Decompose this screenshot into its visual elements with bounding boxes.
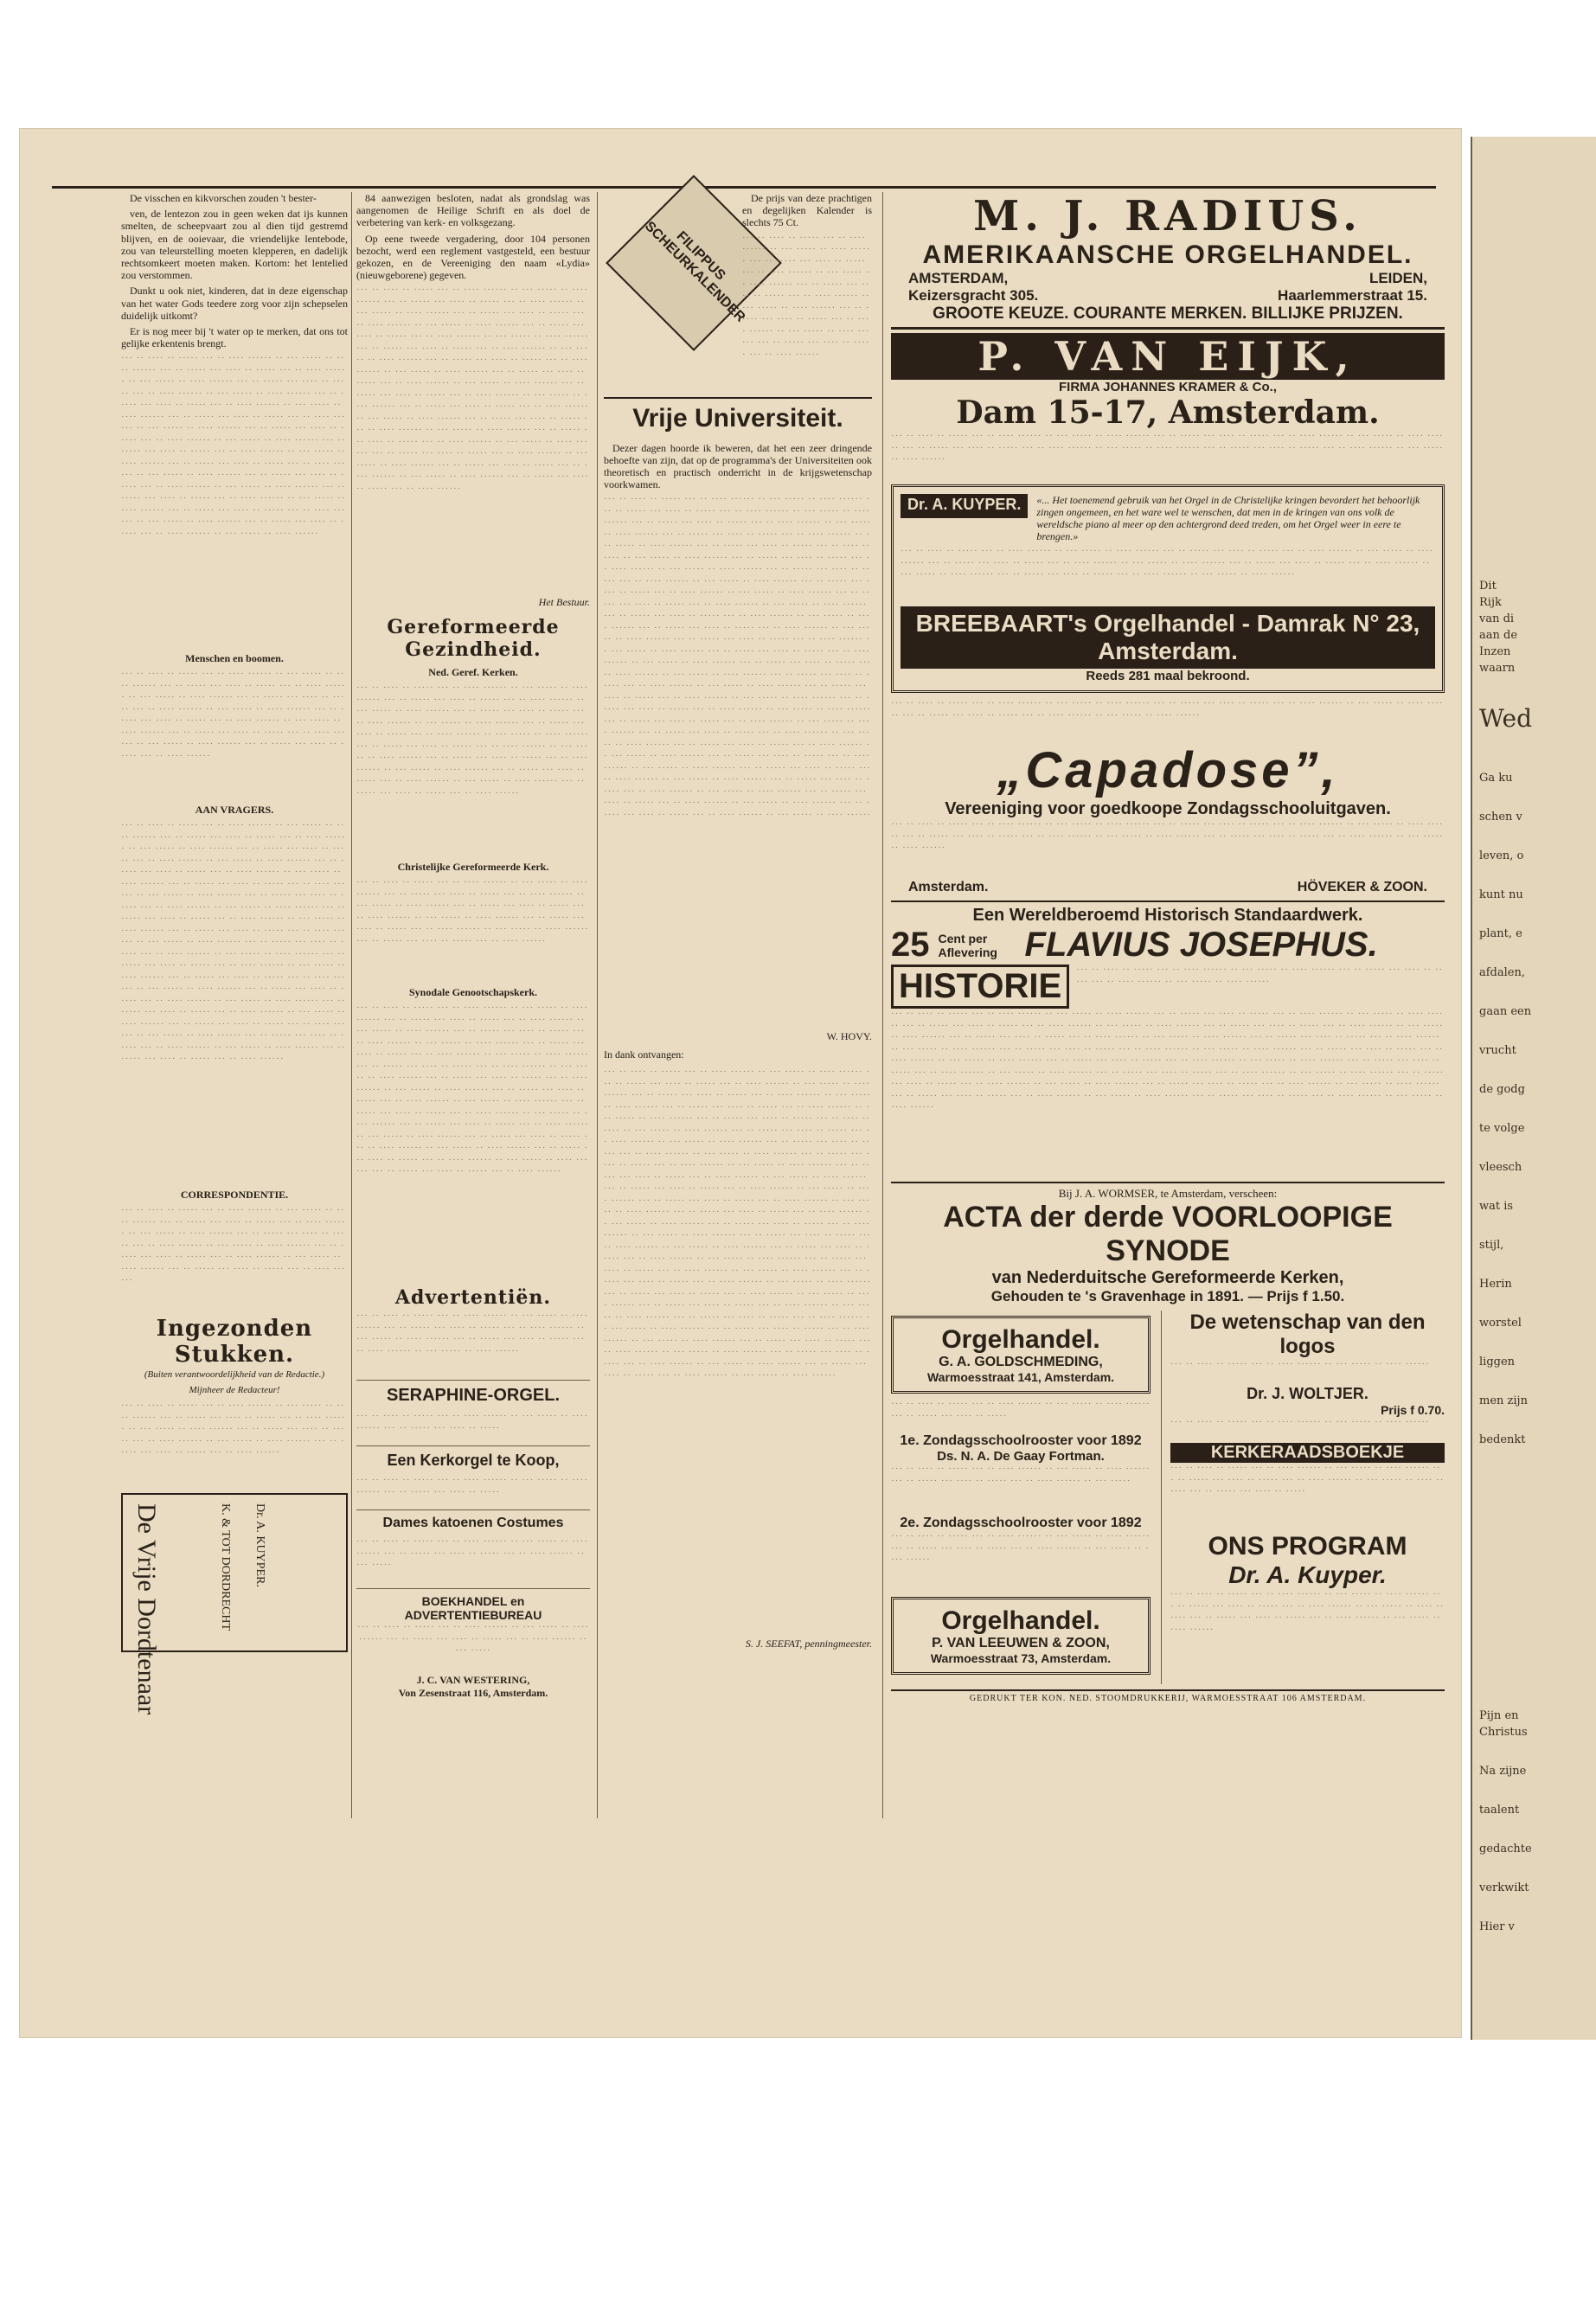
edge-text-fragment: waarn: [1479, 662, 1516, 675]
body-text-texture: ··· ·· ···· ·· ····· ··· ·· ···· ······ ·· ··· ····· ·· ···· ······ ··· ·· ····· ··· ···· ·· ····· ··· ·· ···· ······ ·· ··· ·····: [356, 1536, 588, 1571]
adjacent-page-edge: [1471, 137, 1596, 2040]
edge-text-fragment: stijl,: [1479, 1239, 1504, 1252]
section-subtitle: (Buiten verantwoordelijkheid van de Redactie.): [144, 1369, 325, 1381]
ad-city: Amsterdam.: [908, 880, 989, 894]
body-text-texture: ··· ·· ···· ·· ····· ··· ·· ···· ······ ·· ··· ····· ·· ···· ······ ··· ·· ····· ··· ···· ·· ····· ··· ·· ···· ······ ·· ··· ·····: [357, 1622, 589, 1657]
ad-subtitle: van Nederduitsche Gereformeerde Kerken,: [991, 1268, 1344, 1287]
paragraph: Er is nog meer bij 't water op te merken, dat ons tot gelijke erkentenis brengt.: [121, 325, 348, 350]
body-text-texture: ··· ·· ···· ·· ····· ··· ·· ···· ······ ·· ··· ····· ·· ···· ······ ··· ·· ····· ··· ···· ·· ····· ··· ·· ···· ······ ·· ··· ····· ·· ···· ······ ··· ·· ····· ··· ···· ·· ····· ··· ·· ···· ······ ·· ··· ····· ·· ···· ······ ··· ·· ····· ··· ···· ·· ····· ··· ·· ···· ······: [121, 1400, 346, 1458]
section-title: Ingezonden Stukken.: [156, 1316, 313, 1368]
edge-text-fragment: taalent: [1479, 1804, 1520, 1817]
stamp-label: FILIPPUS SCHEURKALENDER: [641, 219, 748, 325]
ad-headline: Orgelhandel.: [941, 1606, 1100, 1635]
advertisement: [356, 1509, 590, 1536]
ad-slogan: GROOTE KEUZE. COURANTE MERKEN. BILLIJKE PRIJZEN.: [891, 304, 1445, 330]
column-rule: [882, 192, 883, 1818]
section-title: Advertentiën.: [394, 1286, 552, 1310]
advertisement: [356, 1445, 590, 1475]
ad-headline: KERKERAADSBOEKJE: [1170, 1443, 1445, 1463]
section-heading: Christelijke Gereformeerde Kerk.: [397, 861, 549, 874]
edge-text-fragment: wat is: [1479, 1200, 1514, 1213]
ad-city: AMSTERDAM,: [908, 270, 1009, 286]
ad-headline: ACTA der derde VOORLOOPIGE SYNODE: [943, 1201, 1393, 1267]
edge-text-fragment: plant, e: [1479, 927, 1522, 940]
edge-text-fragment: bedenkt: [1479, 1433, 1526, 1446]
body-text-texture: ··· ·· ···· ·· ····· ··· ·· ···· ······ ·· ··· ····· ·· ···· ······: [1170, 1359, 1430, 1369]
ad-subtitle: FIRMA JOHANNES KRAMER & Co.,: [1059, 380, 1277, 394]
body-text-texture: ··· ·· ···· ·· ····· ··· ·· ···· ······ ·· ··· ····· ·· ···· ······ ··· ·· ····· ··· ···· ·· ····· ··· ·· ···· ······ ·· ··· ····· ·· ···· ······ ··· ·· ····· ··· ···· ·· ····· ··· ·· ···· ······ ·· ··· ····· ·· ···· ······ ··· ·· ····· ··· ···· ·· ····· ··· ·· ···· ······ ·· ··· ····· ·· ···· ······ ··· ·· ····· ··· ···· ·· ····· ··· ·· ···· ······: [356, 877, 589, 946]
ad-title: SERAPHINE-ORGEL.: [386, 1386, 561, 1406]
body-text-texture: ··· ·· ···· ·· ····· ··· ·· ···· ······ ·· ··· ····· ·· ···· ······ ··· ·· ····· ··· ···· ·· ····· ··· ·· ···· ······ ·· ··· ····· ·· ···· ······ ··· ·· ····· ··· ···· ·· ····· ··· ·· ···· ······ ·· ··· ····· ·· ···· ······ ··· ·· ····· ··· ···· ·· ····· ··· ·· ···· ······ ·· ··· ····· ·· ···· ······ ··· ·· ····· ··· ···· ·· ····· ··· ·· ···· ······ ·· ··· ····· ·· ···· ······ ··· ·· ····· ··· ···· ·· ····· ··· ·· ···· ······ ·· ··· ····· ·· ···· ······ ··· ·· ····· ··· ···· ·· ····· ··· ·· ···· ······ ·· ··· ····· ·· ···· ······ ··· ·· ····· ··· ···· ·· ····· ··· ·· ···· ······ ·· ··· ····· ·· ···· ······ ··· ·· ····· ··· ···· ·· ····· ··· ·· ···· ······ ·· ··· ····· ·· ···· ······ ··· ·· ····· ··· ···· ·· ····· ··· ·· ···· ······ ·· ··· ····· ·· ···· ······ ··· ·· ····· ··· ···· ·· ····· ··· ·· ···· ······ ·· ··· ····· ·· ···· ······ ··· ·· ····· ··· ···· ·· ····· ··· ·· ···· ······ ·· ··· ····· ·· ···· ······ ··· ·· ····· ··· ···· ·· ····· ··· ·· ···· ······ ·· ··· ····· ·· ···· ······ ··· ·· ····· ··· ···· ·· ····· ··· ·· ···· ······: [356, 285, 589, 494]
salutation: Mijnheer de Redacteur!: [189, 1385, 280, 1396]
column-4: [891, 192, 1445, 1810]
edge-text-fragment: Pijn en: [1479, 1709, 1519, 1722]
section-heading: Menschen en boomen.: [185, 652, 284, 665]
edge-text-fragment: worstel: [1479, 1317, 1522, 1330]
body-text-texture: ··· ·· ···· ·· ····· ··· ·· ···· ······ ·· ··· ····· ·· ···· ······ ··· ·· ····· ··· ···· ·· ····· ··· ·· ···· ······ ·· ··· ····· ·· ···· ······ ··· ·· ····· ··· ···· ·· ····· ··· ·· ···· ······ ·· ··· ····· ·· ···· ······ ··· ·· ····· ··· ···· ·· ····· ··· ·· ···· ······ ·· ··· ····· ·· ···· ······ ··· ·· ····· ··· ···· ·· ····· ··· ·· ···· ······ ·· ··· ····· ·· ···· ······ ··· ·· ····· ··· ···· ·· ····· ··· ·· ···· ······ ·· ··· ····· ·· ···· ······ ··· ·· ····· ··· ···· ·· ····· ··· ·· ···· ······ ·· ··· ····· ·· ···· ······ ··· ·· ····· ··· ···· ·· ····· ··· ·· ···· ······: [356, 683, 589, 798]
body-text-texture: ··· ·· ···· ·· ····· ··· ·· ···· ······ ·· ··· ····· ·· ···· ······: [1170, 1417, 1430, 1427]
edge-text-fragment: aan de: [1479, 629, 1518, 642]
ad-intro: Bij J. A. WORMSER, te Amsterdam, verscheen:: [891, 1182, 1445, 1201]
ad-subtitle: Vereeniging voor goedkoope Zondagsschooluitgaven.: [945, 799, 1391, 818]
body-text-texture: ··· ·· ···· ·· ····· ··· ·· ···· ······ ·· ··· ····· ·· ···· ······ ··· ·· ····· ··· ···· ·· ····· ··· ·· ···· ······ ·· ··· ·····: [891, 1464, 1151, 1486]
edge-text-fragment: Rijk: [1479, 596, 1502, 609]
ad-price-unit: Cent per Aflevering: [938, 931, 997, 959]
edge-text-fragment: Hier v: [1479, 1920, 1515, 1933]
ad-headline: Dam 15-17, Amsterdam.: [956, 394, 1380, 431]
signature: S. J. SEEFAT, penningmeester.: [745, 1638, 872, 1650]
body-text-texture: ··· ·· ···· ·· ····· ··· ·· ···· ······ ·· ··· ····· ·· ···· ······ ··· ·· ····· ··· ···· ·· ····· ··· ·· ···· ······ ·· ··· ····· ·· ···· ······ ··· ·· ····· ··· ···· ·· ····· ··· ·· ···· ······ ·· ··· ····· ·· ···· ······ ··· ·· ····· ··· ···· ·· ····· ··· ·· ···· ······ ·· ··· ····· ·· ···· ······ ··· ·· ····· ··· ···· ·· ····· ··· ·· ···· ······: [742, 232, 871, 360]
ad-address: Keizersgracht 305.: [908, 287, 1039, 304]
body-text-texture: ··· ·· ···· ·· ····· ··· ·· ···· ······ ·· ··· ····· ·· ···· ······ ··· ·· ····· ··· ···· ·· ·····: [891, 1399, 1151, 1421]
ad-title: BOEKHANDEL en ADVERTENTIEBUREAU: [404, 1594, 542, 1623]
paragraph: Dezer dagen hoorde ik beweren, dat het een zeer dringende behoefte van zijn, dat op de programma's der Universiteiten ook theoretisch en practisch onderricht in de krijgswetenschap voorkwamen.: [604, 441, 872, 491]
vertical-masthead: De Vrije Dordtenaar: [132, 1503, 161, 1715]
subscription-notice: [121, 1493, 348, 1715]
section-heading: Synodale Genootschapskerk.: [408, 986, 538, 999]
body-text-texture: ··· ·· ···· ·· ····· ··· ·· ···· ······ ·· ··· ····· ·· ···· ······ ··· ·· ····· ··· ···· ·· ····· ··· ·· ···· ······ ·· ··· ····· ·· ···· ······ ··· ·· ····· ··· ···· ·· ····· ··· ·· ···· ······ ·· ··· ····· ·· ···· ······ ··· ·· ····· ··· ···· ·· ····· ··· ·· ···· ······ ·· ··· ····· ·· ···· ······ ··· ·· ····· ··· ···· ·· ····· ··· ·· ···· ······ ·· ··· ····· ·· ···· ······: [901, 546, 1434, 580]
edge-text-fragment: liggen: [1479, 1356, 1516, 1368]
edge-text-fragment: van di: [1479, 612, 1515, 625]
section-heading: AAN VRAGERS.: [195, 804, 274, 817]
ad-address: Von Zesenstraat 116, Amsterdam.: [398, 1687, 548, 1700]
top-rule: [52, 186, 1436, 189]
edge-text-fragment: Wed: [1479, 704, 1532, 733]
edge-text-fragment: vleesch: [1479, 1161, 1522, 1174]
text-line: 84 aanwezigen besloten, nadat als grondslag was aangenomen de Heilige Schrift en als doel de verbetering van kerk- en volksgezang.: [356, 192, 590, 229]
ad-price: Prijs f 0.70.: [1381, 1403, 1445, 1417]
section-subheading: In dank ontvangen:: [604, 1048, 684, 1061]
edge-text-fragment: te volge: [1479, 1122, 1525, 1135]
ad-headline: M. J. RADIUS.: [973, 192, 1362, 240]
edge-text-fragment: kunt nu: [1479, 888, 1523, 901]
ad-subtitle: Reeds 281 maal bekroond.: [1086, 669, 1250, 683]
edge-text-fragment: Inzen: [1479, 645, 1511, 658]
edge-text-fragment: Ga ku: [1479, 772, 1513, 785]
edge-text-fragment: Dit: [1479, 580, 1497, 593]
ad-name: J. C. VAN WESTERING,: [416, 1674, 530, 1687]
paragraph: ven, de lentezon zou in geen weken dat ijs kunnen smelten, de scheepvaart zou al dien tijd gestremd blijven, en de ooievaar, die vriendelijke lentebode, zou van teleurstelling moeten klepperen, en dadelijk rechtsomkeert moeten maken. Kortom: het lentelied zou verstommen.: [121, 208, 348, 282]
section-heading: Ned. Geref. Kerken.: [428, 666, 518, 679]
body-text-texture: ··· ·· ···· ·· ····· ··· ·· ···· ······ ·· ··· ····· ·· ···· ······ ··· ·· ····· ··· ···· ·· ····· ··· ·· ···· ······ ·· ··· ····· ·· ···· ······ ··· ·· ····· ··· ···· ·· ····· ··· ·· ···· ······ ·· ··· ····· ·· ···· ······: [356, 1311, 588, 1356]
section-title: Gereformeerde Gezindheid.: [387, 616, 560, 662]
body-text-texture: ··· ·· ···· ·· ····· ··· ·· ···· ······ ·· ··· ····· ·· ···· ······ ··· ·· ····· ··· ···· ·· ····· ··· ·· ···· ······ ·· ··· ····· ·· ···· ······ ··· ·· ····· ··· ···· ·· ····· ··· ·· ···· ······ ·· ··· ····· ·· ···· ······ ··· ·· ····· ··· ···· ·· ····· ··· ·· ···· ······ ·· ··· ····· ·· ···· ······ ··· ·· ····· ··· ···· ·· ····· ··· ·· ···· ······ ·· ··· ····· ·· ···· ······ ··· ·· ····· ··· ···· ·· ····· ··· ·· ···· ······ ·· ··· ····· ·· ···· ······ ··· ·· ····· ··· ···· ·· ····· ··· ·· ···· ······ ·· ··· ····· ·· ···· ······ ··· ·· ····· ··· ···· ·· ····· ··· ·· ···· ······ ·· ··· ····· ·· ···· ······ ··· ·· ····· ··· ···· ·· ····· ··· ·· ···· ······ ·· ··· ····· ·· ···· ······ ··· ·· ····· ··· ···· ·· ····· ··· ·· ···· ······ ·· ··· ····· ·· ···· ······ ··· ·· ····· ··· ···· ·· ····· ··· ·· ···· ······ ·· ··· ····· ·· ···· ······ ··· ·· ····· ··· ···· ·· ····· ··· ·· ···· ······ ·· ··· ····· ·· ···· ······ ··· ·· ····· ··· ···· ·· ····· ··· ·· ···· ······ ·· ··· ····· ·· ···· ······ ··· ·· ····· ··· ···· ·· ····· ··· ·· ···· ······ ·· ··· ····· ·· ···· ······ ··· ·· ····· ··· ···· ·· ····· ··· ·· ···· ······ ·· ··· ····· ·· ···· ······ ··· ·· ····· ··· ···· ·· ····· ··· ·· ···· ······ ·· ··· ····· ·· ···· ······ ··· ·· ····· ··· ···· ·· ····· ··· ·· ···· ······ ·· ··· ····· ·· ···· ······ ··· ·· ····· ··· ···· ·· ····· ··· ·· ···· ······ ·· ··· ····· ·· ···· ······ ··· ·· ····· ··· ···· ·· ····· ··· ·· ···· ······ ·· ··· ····· ·· ···· ······ ··· ·· ····· ··· ···· ·· ····· ··· ·· ···· ······ ·· ··· ····· ·· ···· ······ ··· ·· ····· ··· ···· ·· ····· ··· ·· ···· ······ ·· ··· ····· ·· ···· ······ ··· ·· ····· ··· ···· ·· ····· ··· ·· ···· ······ ·· ··· ····· ·· ···· ······ ··· ·· ····· ··· ···· ·· ····· ··· ·· ···· ······ ·· ··· ····· ·· ···· ······ ··· ·· ····· ··· ···· ·· ····· ··· ·· ···· ······ ·· ··· ····· ·· ···· ······: [604, 1067, 871, 1381]
body-text-texture: ··· ·· ···· ·· ····· ··· ·· ···· ······ ·· ··· ····· ·· ···· ······ ··· ·· ····· ··· ···· ·· ····· ··· ·· ···· ······ ·· ··· ····· ·· ···· ······ ··· ·· ····· ··· ···· ·· ····· ··· ·· ···· ······ ·· ··· ····· ·· ···· ······ ··· ·· ····· ··· ···· ·· ····· ··· ·· ···· ······ ·· ··· ····· ·· ···· ······ ··· ·· ····· ··· ···· ·· ····· ··· ·· ···· ······ ·· ··· ····· ·· ···· ······ ··· ·· ····· ··· ···· ·· ····· ··· ·· ···· ······ ·· ··· ····· ·· ···· ······ ··· ·· ····· ··· ···· ·· ····· ··· ·· ···· ······ ·· ··· ····· ·· ···· ······ ··· ·· ····· ··· ···· ·· ····· ··· ·· ···· ······ ·· ··· ····· ·· ···· ······ ··· ·· ····· ··· ···· ·· ····· ··· ·· ···· ······ ·· ··· ····· ·· ···· ······ ··· ·· ····· ··· ···· ·· ····· ··· ·· ···· ······ ·· ··· ····· ·· ···· ······ ··· ·· ····· ··· ···· ·· ····· ··· ·· ···· ······ ·· ··· ····· ·· ···· ······ ··· ·· ····· ··· ···· ·· ····· ··· ·· ···· ······ ·· ··· ····· ·· ···· ······ ··· ·· ····· ··· ···· ·· ····· ··· ·· ···· ······ ·· ··· ····· ·· ···· ······ ··· ·· ····· ··· ···· ·· ····· ··· ·· ···· ······ ·· ··· ····· ·· ···· ······ ··· ·· ····· ··· ···· ·· ····· ··· ·· ···· ······ ·· ··· ····· ·· ···· ······: [891, 1009, 1445, 1112]
printer-imprint: GEDRUKT TER KON. NED. STOOMDRUKKERIJ, WARMOESSTRAAT 106 AMSTERDAM.: [891, 1689, 1445, 1703]
ad-headline: „Capadose”,: [997, 742, 1339, 798]
signature: Het Bestuur.: [538, 596, 590, 609]
body-text-texture: ··· ·· ···· ·· ····· ··· ·· ···· ······ ·· ··· ····· ·· ···· ······ ··· ·· ····· ··· ···· ·· ····· ··· ·· ···· ······ ·· ··· ····· ·· ···· ······ ··· ·· ····· ··· ···· ·· ····· ··· ·· ···· ······ ·· ··· ····· ·· ···· ······ ··· ·· ····· ··· ···· ·· ····· ··· ·· ···· ······ ·· ··· ····· ·· ···· ······ ··· ·· ····· ··· ···· ·· ····· ··· ·· ···· ······: [121, 1205, 346, 1286]
ad-title: Dames katoenen Costumes: [382, 1516, 564, 1531]
vertical-text: Dr. A. KUYPER.: [253, 1503, 266, 1588]
vertical-text: K. & TOT DORDRECHT: [219, 1503, 232, 1631]
body-text-texture: ··· ·· ···· ·· ····· ··· ·· ···· ······ ·· ··· ····· ·· ···· ······ ··· ·· ····· ··· ···· ·· ·····: [356, 1411, 588, 1433]
body-text-texture: ··· ·· ···· ·· ····· ··· ·· ···· ······ ·· ··· ····· ·· ···· ······ ··· ·· ····· ··· ···· ·· ····· ··· ·· ···· ······ ·· ··· ····· ·· ···· ······ ··· ·· ····· ··· ···· ·· ····· ··· ·· ···· ······ ·· ··· ····· ·· ···· ······ ··· ·· ····· ··· ···· ·· ····· ··· ·· ···· ······ ·· ··· ····· ·· ···· ······: [891, 819, 1444, 853]
edge-text-fragment: men zijn: [1479, 1394, 1528, 1407]
ad-headline: HISTORIE: [891, 965, 1069, 1009]
edge-text-fragment: Christus: [1479, 1726, 1528, 1739]
edge-text-fragment: gaan een: [1479, 1005, 1532, 1018]
body-text-texture: ··· ·· ···· ·· ····· ··· ·· ···· ······ ·· ··· ····· ·· ···· ······ ··· ·· ····· ··· ···· ·· ····· ··· ·· ···· ······ ·· ··· ····· ·· ···· ······ ··· ·· ····· ··· ···· ·· ····· ··· ·· ···· ······ ·· ··· ····· ·· ···· ······ ··· ·· ····· ··· ···· ·· ····· ··· ·· ···· ······ ·· ··· ····· ·· ···· ······ ··· ·· ····· ··· ···· ·· ····· ··· ·· ···· ······ ·· ··· ····· ·· ···· ······ ··· ·· ····· ··· ···· ·· ····· ··· ·· ···· ······ ·· ··· ····· ·· ···· ······ ··· ·· ····· ··· ···· ·· ····· ··· ·· ···· ······ ·· ··· ····· ·· ···· ······ ··· ·· ····· ··· ···· ·· ····· ··· ·· ···· ······ ·· ··· ····· ·· ···· ······ ··· ·· ····· ··· ···· ·· ····· ··· ·· ···· ······ ·· ··· ····· ·· ···· ······ ··· ·· ····· ··· ···· ·· ····· ··· ·· ···· ······ ·· ··· ····· ·· ···· ······ ··· ·· ····· ··· ···· ·· ····· ··· ·· ···· ······ ·· ··· ····· ·· ···· ······ ··· ·· ····· ··· ···· ·· ····· ··· ·· ···· ······ ·· ··· ····· ·· ···· ······ ··· ·· ····· ··· ···· ·· ····· ··· ·· ···· ······ ·· ··· ····· ·· ···· ······ ··· ·· ····· ··· ···· ·· ····· ··· ·· ···· ······ ·· ··· ····· ·· ···· ······ ··· ·· ····· ··· ···· ·· ····· ··· ·· ···· ······ ·· ··· ····· ·· ···· ······ ··· ·· ····· ··· ···· ·· ····· ··· ·· ···· ······ ·· ··· ····· ·· ···· ······ ··· ·· ····· ··· ···· ·· ····· ··· ·· ···· ······ ·· ··· ····· ·· ···· ······ ··· ·· ····· ··· ···· ·· ····· ··· ·· ···· ······ ·· ··· ····· ·· ···· ······ ··· ·· ····· ··· ···· ·· ····· ··· ·· ···· ······ ·· ··· ····· ·· ···· ······ ··· ·· ····· ··· ···· ·· ····· ··· ·· ···· ······ ·· ··· ····· ·· ···· ······ ··· ·· ····· ··· ···· ·· ····· ··· ·· ···· ······ ·· ··· ····· ·· ···· ······ ··· ·· ····· ··· ···· ·· ····· ··· ·· ···· ······ ·· ··· ····· ·· ···· ······ ··· ·· ····· ··· ···· ·· ····· ··· ·· ···· ······ ·· ··· ····· ·· ···· ······ ··· ·· ····· ··· ···· ·· ····· ··· ·· ···· ······ ·· ··· ····· ·· ···· ······ ··· ·· ····· ··· ···· ·· ····· ··· ·· ···· ······ ·· ··· ····· ·· ···· ······: [604, 494, 871, 820]
body-text-texture: ··· ·· ···· ·· ····· ··· ·· ···· ······ ·· ··· ····· ·· ···· ······ ··· ·· ····· ··· ···· ·· ····· ··· ·· ···· ······ ·· ··· ····· ·· ···· ······ ··· ·· ····· ··· ···· ·· ····· ··· ·· ···· ······ ·· ··· ····· ·· ···· ······: [1170, 1589, 1445, 1635]
ad-author: Dr. J. WOLTJER.: [1247, 1385, 1368, 1402]
section-title: Vrije Universiteit.: [604, 397, 872, 433]
body-text-texture: ··· ·· ···· ·· ····· ··· ·· ···· ······ ·· ··· ····· ·· ···· ······ ··· ·· ····· ··· ···· ·· ····· ··· ·· ···· ······ ·· ··· ····· ·· ···· ······: [891, 1531, 1151, 1565]
ad-headline: 1e. Zondagsschoolrooster voor 1892: [900, 1433, 1142, 1448]
edge-text-fragment: de godg: [1479, 1083, 1525, 1096]
edge-text-fragment: afdalen,: [1479, 966, 1525, 979]
ad-author: Ds. N. A. De Gaay Fortman.: [937, 1449, 1105, 1464]
body-text-texture: ··· ·· ···· ·· ····· ··· ·· ···· ······ ·· ··· ····· ·· ···· ······ ··· ·· ····· ··· ···· ·· ·····: [356, 1475, 588, 1497]
ad-address: Warmoesstraat 73, Amsterdam.: [930, 1651, 1112, 1665]
body-text-texture: ··· ·· ···· ·· ····· ··· ·· ···· ······ ·· ··· ····· ·· ···· ······ ··· ·· ····· ··· ···· ·· ····· ··· ·· ···· ······ ·· ··· ····· ·· ···· ······ ··· ·· ····· ··· ···· ·· ····· ··· ·· ···· ······ ·· ··· ····· ·· ···· ······ ··· ·· ····· ··· ···· ·· ····· ··· ·· ···· ······ ·· ··· ····· ·· ···· ······ ··· ·· ····· ··· ···· ·· ····· ··· ·· ···· ······ ·· ··· ····· ·· ···· ······ ··· ·· ····· ··· ···· ·· ····· ··· ·· ···· ······ ·· ··· ····· ·· ···· ······ ··· ·· ····· ··· ···· ·· ····· ··· ·· ···· ······ ·· ··· ····· ·· ···· ······ ··· ·· ····· ··· ···· ·· ····· ··· ·· ···· ······ ·· ··· ····· ·· ···· ······ ··· ·· ····· ··· ···· ·· ····· ··· ·· ···· ······ ·· ··· ····· ·· ···· ······ ··· ·· ····· ··· ···· ·· ····· ··· ·· ···· ······ ·· ··· ····· ·· ···· ······ ··· ·· ····· ··· ···· ·· ····· ··· ·· ···· ······ ·· ··· ····· ·· ···· ······ ··· ·· ····· ··· ···· ·· ····· ··· ·· ···· ······: [356, 1003, 589, 1177]
paragraph: Dunkt u ook niet, kinderen, dat in deze eigenschap van het water Gods teedere zorg voor zijn schepselen duidelijk uitkomt?: [121, 285, 348, 322]
ad-author: Dr. A. Kuyper.: [1228, 1561, 1387, 1588]
body-text-texture: ··· ·· ···· ·· ····· ··· ·· ···· ······ ·· ··· ····· ·· ···· ······ ··· ·· ····· ··· ···· ·· ····· ··· ·· ···· ······ ·· ··· ····· ·· ···· ······ ··· ·· ····· ··· ···· ·· ····· ··· ·· ···· ······ ·· ··· ····· ·· ···· ······ ··· ·· ····· ··· ···· ·· ····· ··· ·· ···· ······ ·· ··· ····· ·· ···· ······ ··· ·· ····· ··· ···· ·· ····· ··· ·· ···· ······ ·· ··· ····· ·· ···· ······ ··· ·· ····· ··· ···· ·· ····· ··· ·· ···· ······: [121, 669, 346, 761]
ad-headline: De wetenschap van den logos: [1189, 1311, 1426, 1358]
signature: W. HOVY.: [826, 1030, 872, 1043]
ad-quote: «... Het toenemend gebruik van het Orgel in de Christelijke kringen bevordert het behoorlijk zingen ongemeen, en het ware wel te wenschen, dat men in de kringen van ons volk de wereldsche piano al meer op den achtergrond deed treden, om het Orgel weer in eere te brengen.»: [1036, 494, 1420, 542]
body-text-texture: ··· ·· ···· ·· ····· ··· ·· ···· ······ ·· ··· ····· ·· ···· ······ ··· ·· ····· ··· ···· ·· ····· ··· ·· ···· ······ ·· ··· ····· ·· ···· ······ ··· ·· ····· ··· ···· ·· ·····: [1170, 1463, 1445, 1497]
column-rule: [597, 192, 598, 1818]
edge-text-fragment: schen v: [1479, 811, 1522, 824]
body-text-texture: ··· ·· ···· ·· ····· ··· ·· ···· ······ ·· ··· ····· ·· ···· ······ ··· ·· ····· ··· ···· ·· ····· ··· ·· ···· ······ ·· ··· ····· ·· ···· ······: [1076, 965, 1444, 987]
advertisement: [356, 1380, 590, 1411]
column-rule: [351, 192, 352, 1818]
body-text-texture: ··· ·· ···· ·· ····· ··· ·· ···· ······ ·· ··· ····· ·· ···· ······ ··· ·· ····· ··· ···· ·· ····· ··· ·· ···· ······ ·· ··· ····· ·· ···· ······ ··· ·· ····· ··· ···· ·· ····· ··· ·· ···· ······ ·· ··· ····· ·· ···· ······: [891, 698, 1444, 721]
ad-name: G. A. GOLDSCHMEDING,: [939, 1355, 1103, 1369]
ad-price: 25: [891, 926, 930, 964]
ad-headline: 2e. Zondagsschoolrooster voor 1892: [900, 1516, 1142, 1530]
edge-text-fragment: vrucht: [1479, 1044, 1516, 1057]
ad-headline: Een Wereldberoemd Historisch Standaardwerk.: [891, 901, 1445, 926]
ad-headline: FLAVIUS JOSEPHUS.: [1024, 926, 1378, 964]
ad-publisher: HÖVEKER & ZOON.: [1297, 880, 1427, 894]
section-heading: CORRESPONDENTIE.: [180, 1189, 289, 1202]
body-text-texture: ··· ·· ···· ·· ····· ··· ·· ···· ······ ·· ··· ····· ·· ···· ······ ··· ·· ····· ··· ···· ·· ····· ··· ·· ···· ······ ·· ··· ····· ·· ···· ······ ··· ·· ····· ··· ···· ·· ····· ··· ·· ···· ······ ·· ··· ····· ·· ···· ······ ··· ·· ····· ··· ···· ·· ····· ··· ·· ···· ······ ·· ··· ····· ·· ···· ······ ··· ·· ····· ··· ···· ·· ····· ··· ·· ···· ······ ·· ··· ····· ·· ···· ······ ··· ·· ····· ··· ···· ·· ····· ··· ·· ···· ······ ·· ··· ····· ·· ···· ······ ··· ·· ····· ··· ···· ·· ····· ··· ·· ···· ······ ·· ··· ····· ·· ···· ······ ··· ·· ····· ··· ···· ·· ····· ··· ·· ···· ······ ·· ··· ····· ·· ···· ······ ··· ·· ····· ··· ···· ·· ····· ··· ·· ···· ······ ·· ··· ····· ·· ···· ······ ··· ·· ····· ··· ···· ·· ····· ··· ·· ···· ······ ·· ··· ····· ·· ···· ······ ··· ·· ····· ··· ···· ·· ····· ··· ·· ···· ······ ·· ··· ····· ·· ···· ······ ··· ·· ····· ··· ···· ·· ····· ··· ·· ···· ······ ·· ··· ····· ·· ···· ······ ··· ·· ····· ··· ···· ·· ····· ··· ·· ···· ······ ·· ··· ····· ·· ···· ······ ··· ·· ····· ··· ···· ·· ····· ··· ·· ···· ······ ·· ··· ····· ·· ···· ······ ··· ·· ····· ··· ···· ·· ····· ··· ·· ···· ······ ·· ··· ····· ·· ···· ······ ··· ·· ····· ··· ···· ·· ····· ··· ·· ···· ······: [121, 820, 346, 1065]
ad-headline: Orgelhandel.: [941, 1325, 1100, 1354]
orgel-advertisement: [891, 484, 1445, 693]
body-text-texture: ··· ·· ···· ·· ····· ··· ·· ···· ······ ·· ··· ····· ·· ···· ······ ··· ·· ····· ··· ···· ·· ····· ··· ·· ···· ······ ·· ··· ····· ·· ···· ······ ··· ·· ····· ··· ···· ·· ····· ··· ·· ···· ······ ·· ··· ····· ·· ···· ······ ··· ·· ····· ··· ···· ·· ····· ··· ·· ···· ······ ·· ··· ····· ·· ···· ······: [891, 431, 1444, 465]
edge-text-fragment: gedachte: [1479, 1843, 1532, 1856]
ad-address: Warmoesstraat 141, Amsterdam.: [926, 1370, 1115, 1384]
ad-headline: AMERIKAANSCHE ORGELHANDEL.: [922, 240, 1413, 269]
body-text-texture: ··· ·· ···· ·· ····· ··· ·· ···· ······ ·· ··· ····· ·· ···· ······ ··· ·· ····· ··· ···· ·· ····· ··· ·· ···· ······ ·· ··· ····· ·· ···· ······ ··· ·· ····· ··· ···· ·· ····· ··· ·· ···· ······ ·· ··· ····· ·· ···· ······ ··· ·· ····· ··· ···· ·· ····· ··· ·· ···· ······ ·· ··· ····· ·· ···· ······ ··· ·· ····· ··· ···· ·· ····· ··· ·· ···· ······ ·· ··· ····· ·· ···· ······ ··· ·· ····· ··· ···· ·· ····· ··· ·· ···· ······ ·· ··· ····· ·· ···· ······ ··· ·· ····· ··· ···· ·· ····· ··· ·· ···· ······ ·· ··· ····· ·· ···· ······ ··· ·· ····· ··· ···· ·· ····· ··· ·· ···· ······ ·· ··· ····· ·· ···· ······ ··· ·· ····· ··· ···· ·· ····· ··· ·· ···· ······ ·· ··· ····· ·· ···· ······ ··· ·· ····· ··· ···· ·· ····· ··· ·· ···· ······ ·· ··· ····· ·· ···· ······ ··· ·· ····· ··· ···· ·· ····· ··· ·· ···· ······ ·· ··· ····· ·· ···· ······ ··· ·· ····· ··· ···· ·· ····· ··· ·· ···· ······ ·· ··· ····· ·· ···· ······: [121, 353, 346, 539]
text-line: De visschen en kikvorschen zouden 't bester-: [130, 192, 317, 204]
ad-headline: BREEBAART's Orgelhandel - Damrak N° 23, Amsterdam.: [901, 606, 1435, 669]
paragraph: De prijs van deze prachtigen en degelijken Kalender is slechts 75 Ct.: [742, 192, 872, 229]
edge-text-fragment: Na zijne: [1479, 1765, 1527, 1778]
paragraph: Op eene tweede vergadering, door 104 personen bezocht, werd een reglement vastgesteld, een bestuur gekozen, en de Vereeniging den naam «Lydia» (nieuwgeborene) gegeven.: [356, 232, 590, 282]
ad-author: Dr. A. KUYPER.: [901, 494, 1028, 518]
ad-address: Haarlemmerstraat 15.: [1278, 287, 1427, 304]
column-2: [356, 192, 590, 1810]
edge-text-fragment: leven, o: [1479, 849, 1524, 862]
edge-text-fragment: verkwikt: [1479, 1881, 1529, 1894]
ad-name: P. VAN LEEUWEN & ZOON,: [932, 1636, 1110, 1650]
orgel-ad-goldschmeding: [891, 1316, 1151, 1394]
orgel-ad-van-leeuwen: [891, 1597, 1151, 1675]
ad-subtitle: Gehouden te 's Gravenhage in 1891. — Prijs f 1.50.: [990, 1288, 1345, 1304]
ad-city: LEIDEN,: [1368, 270, 1427, 286]
ad-headline: ONS PROGRAM: [1208, 1532, 1407, 1561]
column-3: [604, 192, 872, 1810]
ad-title: Een Kerkorgel te Koop,: [387, 1452, 560, 1470]
edge-text-fragment: Herin: [1479, 1278, 1512, 1291]
ad-headline: P. VAN EIJK,: [891, 333, 1445, 380]
advertisement: [356, 1588, 590, 1705]
column-1: [121, 192, 348, 1810]
